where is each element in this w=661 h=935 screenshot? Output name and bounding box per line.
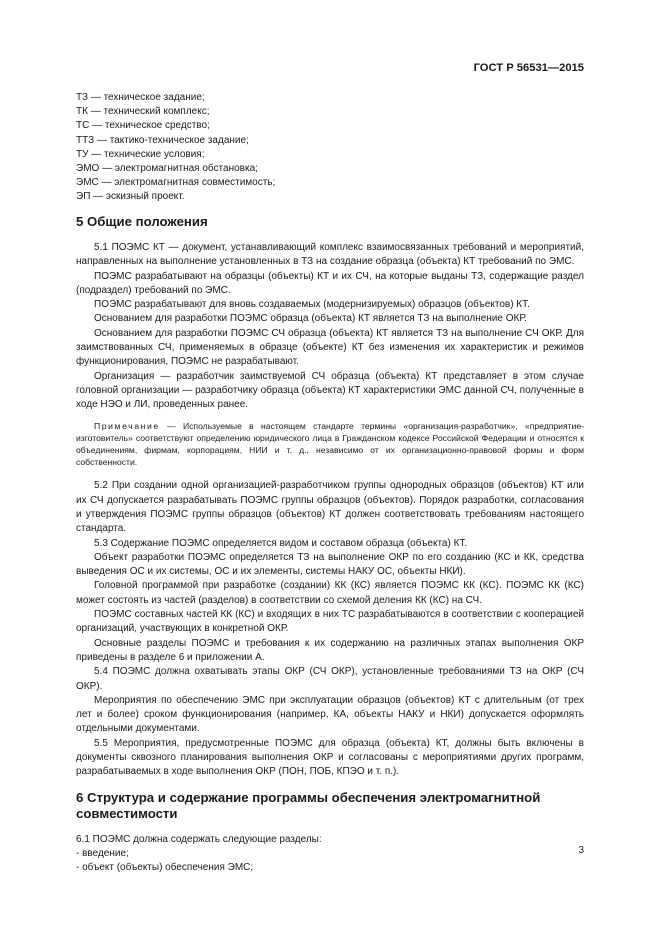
- paragraph: Головной программой при разработке (создании) КК (КС) является ПОЭМС КК (КС). ПОЭМС КК (КС) может состоять из частей (разделов) в соответствии со схемой деления КК (КС) на СЧ.: [76, 580, 584, 606]
- abbreviation-item: ЭП — эскизный проект.: [76, 191, 185, 203]
- spacer: [76, 780, 584, 790]
- paragraph: ПОЭМС разрабатывают для вновь создаваемых (модернизируемых) образцов (объектов) КТ.: [94, 299, 530, 311]
- paragraph: Основанием для разработки ПОЭМС СЧ образца (объекта) КТ является ТЗ на выполнение СЧ ОКР. Для заимствованных СЧ, применяемых в образце (объекте) КТ без изменения их характеристик и режимов функционирования, ПОЭМС не разрабатывают.: [76, 327, 584, 368]
- abbreviation-item: ЭМС — электромагнитная совместимость;: [76, 177, 276, 189]
- section-5-heading: 5 Общие положения: [76, 214, 208, 229]
- paragraph: Основанием для разработки ПОЭМС образца (объекта) КТ является ТЗ на выполнение ОКР.: [94, 313, 527, 325]
- abbreviation-item: ТУ — технические условия;: [76, 148, 205, 160]
- note: [76, 420, 584, 469]
- paragraph: Объект разработки ПОЭМС определяется ТЗ на выполнение ОКР по его созданию (КС и КК, средства выведения ОС и их системы, ОС и их элементы, системы НАКУ ОС, объекты НКИ).: [76, 551, 584, 578]
- section-6-heading: 6 Структура и содержание программы обеспечения электромагнитной совместимости: [76, 789, 541, 821]
- paragraph: 5.2 При создании одной организацией-разработчиком группы однородных образцов (объектов) КТ или их СЧ допускается разрабатывать ПОЭМС группы образцов (объектов). Порядок разработки, согласования и утверждения ПОЭМС группы образцов (объектов) КТ должен соответствовать требованиям настоящего стандарта.: [76, 480, 584, 535]
- paragraph: 5.4 ПОЭМС должна охватывать этапы ОКР (СЧ ОКР), установленные требованиями ТЗ на ОКР (СЧ ОКР).: [76, 666, 584, 692]
- paragraph: 6.1 ПОЭМС должна содержать следующие разделы:: [76, 833, 322, 845]
- paragraph: ПОЭМС разрабатывают на образцы (объекты) КТ и их СЧ, на которые выданы ТЗ, содержащие раздел (подраздел) требований по ЭМС.: [76, 270, 584, 296]
- abbreviation-item: ТТЗ — тактико-техническое задание;: [76, 134, 249, 146]
- abbreviations-list: [76, 91, 275, 205]
- paragraph: Мероприятия по обеспечению ЭМС при эксплуатации образцов (объектов) КТ с длительным (от трех лет и более) сроком функционирования (например, КА, объекты НАКУ и НКИ) допускается оформлять отдельными документами.: [76, 694, 584, 735]
- list-item: - введение;: [76, 847, 129, 859]
- paragraph: 5.5 Мероприятия, предусмотренные ПОЭМС для образца (объекта) КТ, должны быть включены в документы сквозного планирования выполнения ОКР и согласованы с мероприятиями других программ, разрабатываемых в ходе выполнения ОКР (ПОН, ПОБ, КПЭО и т. п.).: [76, 737, 584, 778]
- abbreviation-item: ЭМО — электромагнитная обстановка;: [76, 163, 258, 175]
- abbreviation-item: ТЗ — техническое задание;: [76, 92, 205, 103]
- paragraph: 5.1 ПОЭМС КТ — документ, устанавливающий комплекс взаимосвязанных требований и мероприятий, направленных на выполнение установленных в ТЗ на создание образца (объекта) КТ требований по ЭМС.: [76, 242, 584, 268]
- note-text: — Используемые в настоящем стандарте термины «организация-разработчик», «предприятие-изготовитель» соответствуют определению юридического лица в Гражданском кодексе Российской Федерации и относятся к объединениям, фирмам, корпорациям, НИИ и т. д., независимо от их организационно-правовой формы и форм собственности.: [76, 420, 584, 468]
- paragraph: Основные разделы ПОЭМС и требования к их содержанию на различных этапах выполнения ОКР приведены в разделе 6 и приложении А.: [76, 637, 584, 663]
- paragraph: Организация — разработчик заимствуемой СЧ образца (объекта) КТ представляет в этом случае головной организации — разработчику образца (объекта) КТ характеристики ЭМС данной СЧ, полученные в ходе НЭО и ЛИ, проведенных ранее.: [76, 370, 584, 411]
- note-label: Примечание: [94, 420, 160, 431]
- abbreviation-item: ТК — технический комплекс;: [76, 106, 210, 118]
- main-content: [76, 214, 584, 876]
- document-header: ГОСТ Р 56531—2015: [473, 62, 584, 74]
- paragraph: ПОЭМС составных частей КК (КС) и входящих в них ТС разрабатываются в соответствии с кооперацией организаций, участвующих в конкретной ОКР.: [76, 609, 584, 635]
- paragraph: 5.3 Содержание ПОЭМС определяется видом и составом образца (объекта) КТ.: [94, 537, 468, 549]
- page-number: 3: [578, 845, 584, 856]
- abbreviation-item: ТС — техническое средство;: [76, 120, 210, 132]
- list-item: - объект (объекты) обеспечения ЭМС;: [76, 862, 254, 874]
